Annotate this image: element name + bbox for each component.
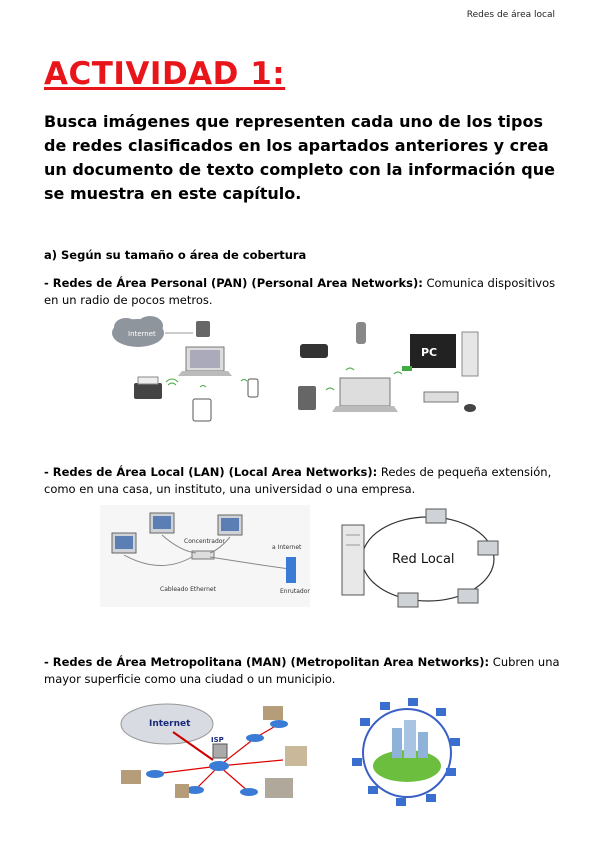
modem-icon [196,321,210,337]
router-label: Enrutador [280,588,310,595]
ring-computer-icon-2 [478,541,498,555]
pan-diagram-left [108,313,278,423]
man-term: - Redes de Área Metropolitana (MAN) (Metropolitan Area Networks): [44,655,490,669]
building-icon-2 [175,784,189,798]
pan-cloud-label: Internet [128,330,156,338]
bluetooth-dongle-icon [402,366,412,371]
activity-title: ACTIVIDAD 1: [44,56,286,92]
man-cloud-label: Internet [149,719,191,729]
router-icon-5 [270,720,288,728]
router-icon-1 [146,770,164,778]
tablet-icon [193,399,211,421]
building-icon-4 [285,746,307,766]
lan-term: - Redes de Área Local (LAN) (Local Area Networks): [44,465,378,479]
router-icon [286,557,296,583]
man-paragraph [44,654,564,688]
bluetooth-mouse-icon [464,404,476,412]
activity-intro: Busca imágenes que representen cada uno de los tipos de redes clasificados en los apartados anteriores y crea un documento de texto completo con la información que se muestra en este capítulo. [44,112,555,203]
internet-link-label: a Internet [272,544,302,551]
man-description: Cubren una mayor superficie como una ciudad o un municipio. [44,655,560,686]
lan-paragraph [44,464,564,498]
lan-diagram-left [100,505,310,607]
man-diagram-right [352,698,462,808]
isp-label: ISP [211,736,224,744]
pc-label: PC [421,346,438,359]
bluetooth-printer-icon [300,344,328,358]
page-header: Redes de área local [466,10,555,20]
pc-tower-icon [462,332,478,376]
bluetooth-phone-icon [356,322,366,344]
building-icon-5 [265,778,293,798]
router-icon-4 [246,734,264,742]
hub-label: Concentrador [184,538,225,545]
section-heading: a) Según su tamaño o área de cobertura [44,248,307,262]
router-icon-3 [240,788,258,796]
bluetooth-pda-icon [298,386,316,410]
ring-computer-icon-4 [398,593,418,607]
phone-icon [248,379,258,397]
pan-paragraph [44,275,564,309]
printer-icon [134,383,162,399]
laptop-icon-2 [340,378,390,406]
ring-computer-icon-1 [426,509,446,523]
lan-ring-label: Red Local [392,552,455,567]
man-diagram-left [115,698,325,803]
cable-label: Cableado Ethernet [160,586,216,593]
pan-diagram-right [290,316,500,426]
building-icon-3 [263,706,283,720]
router-icon-main [209,761,229,771]
ring-computer-icon-3 [458,589,478,603]
isp-building-icon [213,744,227,758]
pan-description: Comunica dispositivos en un radio de pocos metros. [44,276,556,307]
bluetooth-keyboard-icon [424,392,458,402]
lan-description: Redes de pequeña extensión, como en una casa, un instituto, una universidad o una empresa. [44,465,552,496]
building-icon-1 [121,770,141,784]
city-buildings-icon [404,720,416,758]
lan-diagram-right [338,505,503,610]
pan-term: - Redes de Área Personal (PAN) (Personal Area Networks): [44,276,423,290]
